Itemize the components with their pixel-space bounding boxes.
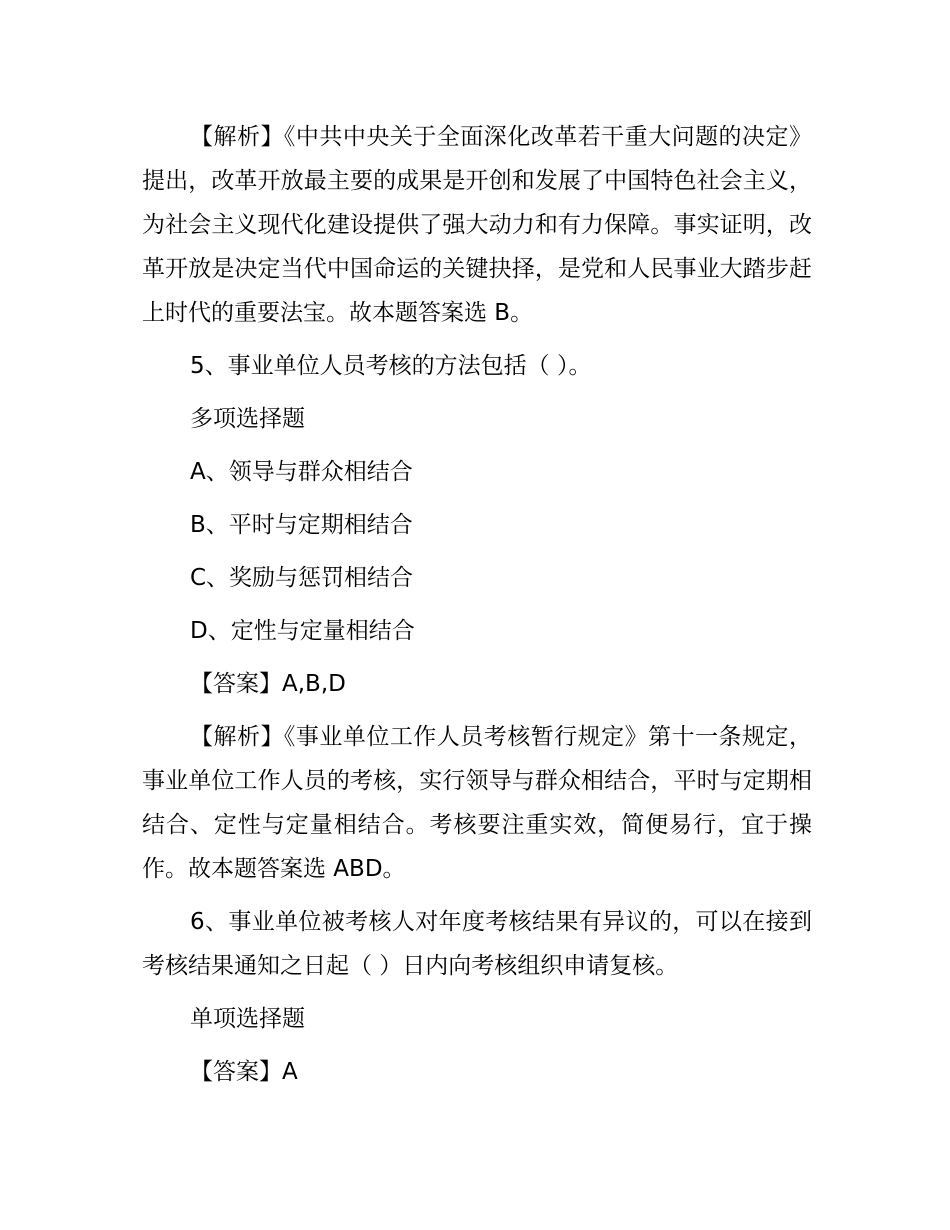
question-6-stem: 6、事业单位被考核人对年度考核结果有异议的，可以在接到考核结果通知之日起（ ）日内向考核组织申请复核。 [142, 909, 812, 979]
question-5-stem: 5、事业单位人员考核的方法包括（ ）。 [190, 353, 592, 379]
question-5-type: 多项选择题 [190, 406, 305, 432]
question-5-analysis: 【解析】《事业单位工作人员考核暂行规定》第十一条规定，事业单位工作人员的考核，实行领导与群众相结合，平时与定期相结合、定性与定量相结合。考核要注重实效，简便易行，宜于操作。故本题答案选 ABD。 [142, 724, 812, 882]
question-5-option-b: B、平时与定期相结合 [190, 512, 413, 538]
question-5-answer: 【答案】A,B,D [190, 671, 346, 697]
question-5-option-d: D、定性与定量相结合 [190, 618, 415, 644]
question-6-answer: 【答案】A [190, 1059, 298, 1085]
question-5-option-c: C、奖励与惩罚相结合 [190, 565, 414, 591]
analysis-paragraph-q4: 【解析】《中共中央关于全面深化改革若干重大问题的决定》提出，改革开放最主要的成果是开创和发展了中国特色社会主义，为社会主义现代化建设提供了强大动力和有力保障。事实证明，改革开放是决定当代中国命运的关键抉择，是党和人民事业大踏步赶上时代的重要法宝。故本题答案选 B。 [142, 124, 812, 326]
document-page [142, 115, 812, 1094]
question-5-option-a: A、领导与群众相结合 [190, 459, 413, 485]
question-6-type: 单项选择题 [190, 1006, 305, 1032]
